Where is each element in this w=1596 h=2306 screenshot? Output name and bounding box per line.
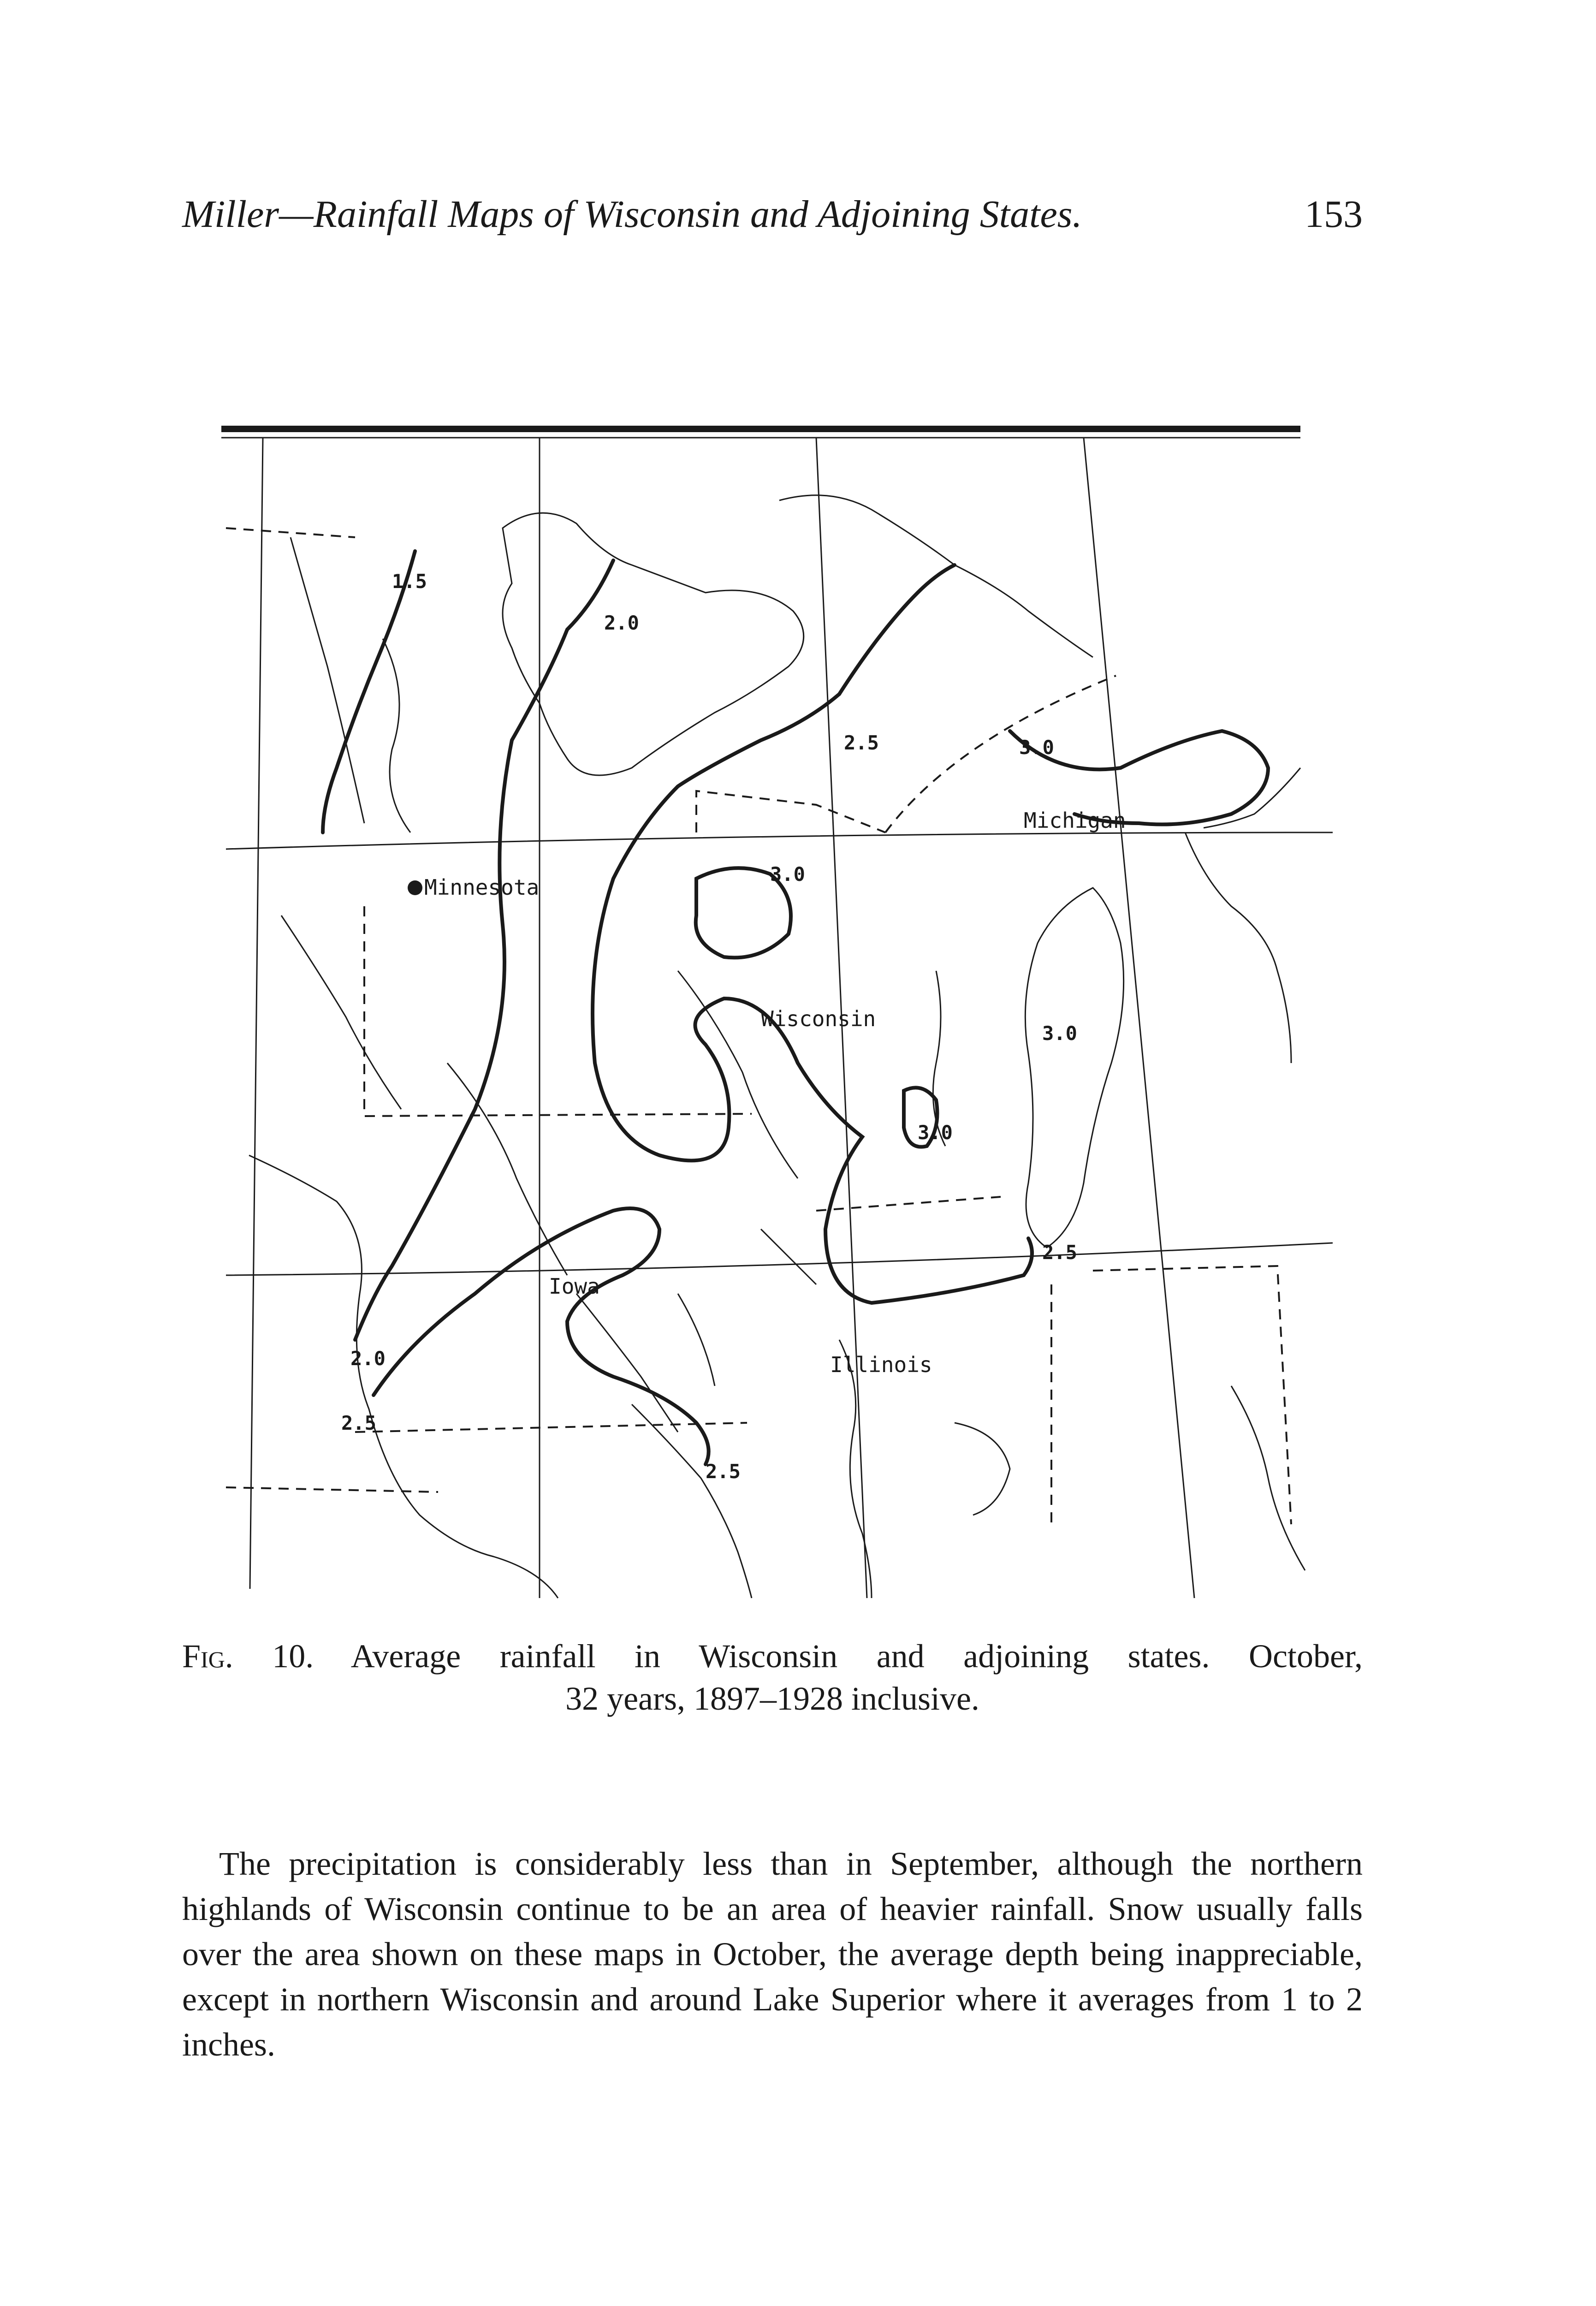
label-michigan: Michigan	[1024, 808, 1126, 833]
caption-text-1: Average rainfall in Wisconsin and adjoining states. October,	[350, 1638, 1363, 1675]
label-illinois: Illinois	[830, 1352, 932, 1377]
isohyet-label: 3.0	[918, 1121, 953, 1144]
caption-line-2: 32 years, 1897–1928 inclusive.	[565, 1680, 979, 1717]
parallels	[226, 832, 1333, 1275]
isohyet-label: 2.0	[604, 612, 639, 634]
label-iowa: Iowa	[549, 1274, 600, 1299]
rainfall-map	[217, 417, 1333, 1619]
running-title: Miller—Rainfall Maps of Wisconsin and Adjoining States.	[182, 193, 1082, 236]
minneapolis-marker	[408, 880, 422, 895]
isohyet-label: 3.0	[1019, 736, 1054, 759]
isohyet-label: 2.0	[350, 1347, 386, 1370]
figure-caption	[182, 1635, 1363, 1720]
isohyet-label: 3.0	[1042, 1022, 1077, 1045]
isohyet-label: 2.5	[341, 1412, 376, 1434]
running-head	[182, 187, 1363, 242]
isohyet-label: 2.5	[706, 1460, 741, 1483]
isohyet-label: 3.0	[770, 863, 805, 886]
isohyet-label: 2.5	[844, 731, 879, 754]
state-boundaries	[226, 528, 1291, 1524]
meridians	[250, 438, 1194, 1598]
page-number: 153	[1305, 193, 1363, 236]
label-minnesota: Minnesota	[424, 875, 540, 900]
caption-line-1	[182, 1635, 1363, 1677]
figure-label: Fig. 10.	[182, 1638, 314, 1675]
coastlines-and-rivers	[249, 495, 1305, 1598]
body-paragraph: The precipitation is considerably less than in September, although the northern highlands of Wisconsin continue to be an area of heavier rainfall. Snow usually falls over the area shown on these maps in October, the average depth being inappreciable, except in northern Wisconsin and around Lake Superior where it averages from 1 to 2 inches.	[182, 1845, 1363, 2063]
isohyet-label: 2.5	[1042, 1241, 1077, 1264]
label-wisconsin: Wisconsin	[761, 1006, 876, 1031]
map-top-border	[221, 426, 1300, 432]
isohyet-label: 1.5	[392, 570, 427, 593]
rainfall-map-figure	[217, 417, 1333, 1619]
